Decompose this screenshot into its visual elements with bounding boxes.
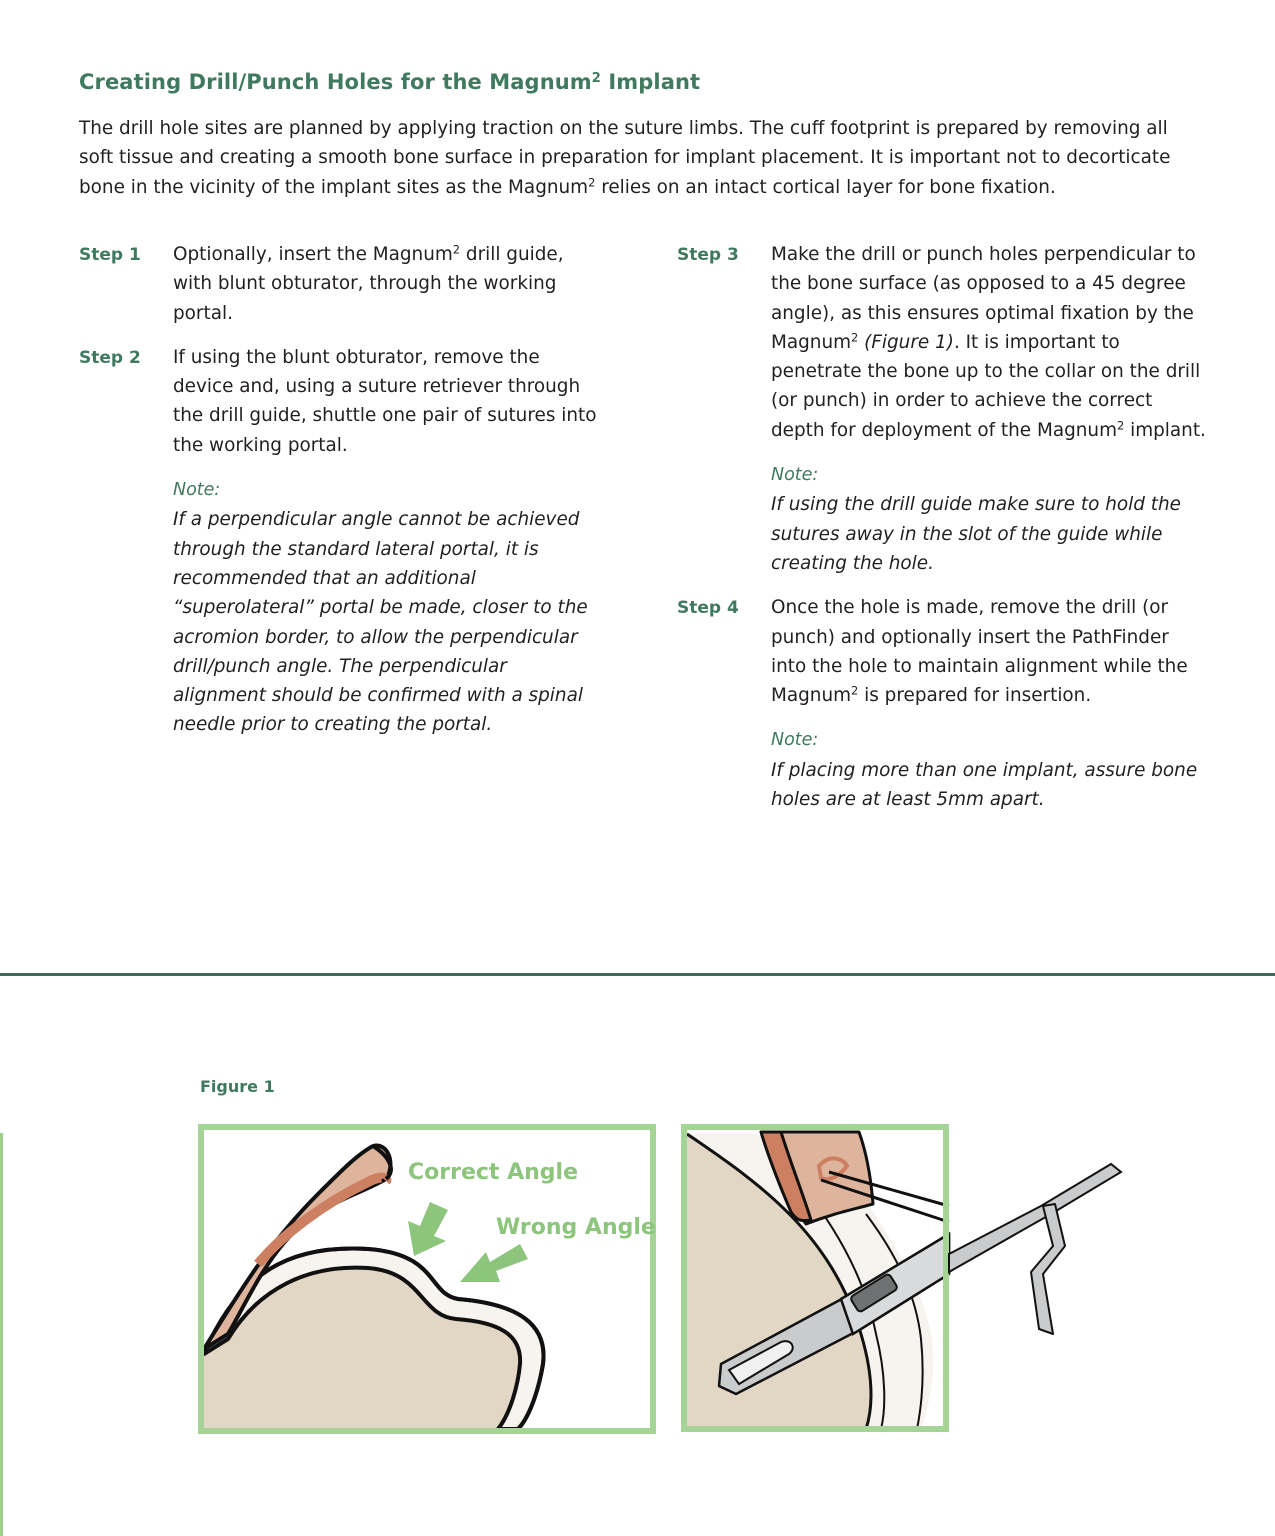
- figure-label: Figure 1: [200, 1077, 275, 1096]
- figure-panel-angles: [198, 1124, 656, 1434]
- section-divider: [0, 973, 1275, 976]
- figure-reference: (Figure 1): [858, 331, 954, 353]
- intro-paragraph: The drill hole sites are planned by applying traction on the suture limbs. The cuff footprint is prepared by removing all soft tissue and creating a smooth bone surface in preparation for implant placement. It is important not to decorticate bone in the vicinity of the implant sites as the Magnum$^2$ relies on an intact cortical layer for bone fixation.: [79, 118, 1171, 198]
- step-1-text: Optionally, insert the Magnum$^2$ drill guide, with blunt obturator, through the working portal.: [173, 242, 564, 324]
- step-4-text: Once the hole is made, remove the drill (or punch) and optionally insert the PathFinder into the hole to maintain alignment while the Magnum$^2$ is prepared for insertion.: [771, 597, 1188, 707]
- step-3-text: Make the drill or punch holes perpendicular to the bone surface (as opposed to a 45 degree angle), as this ensures optimal fixation by the Magnum$^2$ (Figure 1). It is important to penetrate the bone up to the collar on the drill (or punch) in order to achieve the correct depth for deployment of the Magnum$^2$ implant.: [771, 244, 1206, 441]
- steps-left-column: [79, 240, 619, 740]
- page-edge-accent: [0, 1133, 3, 1536]
- correct-angle-label: Correct Angle: [408, 1160, 578, 1185]
- figure-panel-drill-guide: [681, 1124, 1141, 1434]
- superscript: 2: [452, 242, 461, 257]
- superscript: 2: [1117, 418, 1125, 433]
- step-4: [677, 593, 1217, 814]
- step-2-note-text: If a perpendicular angle cannot be achieved through the standard lateral portal, it is recommended that an additional “superolateral” portal be made, closer to the acromion border, to allow the perpendicular drill/punch angle. The perpendicular alignment should be confirmed with a spinal needle prior to creating the portal.: [173, 509, 588, 736]
- step-2-text: If using the blunt obturator, remove the device and, using a suture retriever through the drill guide, shuttle one pair of sutures into the working portal.: [173, 346, 597, 456]
- step-1-label: Step 1: [79, 245, 141, 265]
- step-4-note-text: If placing more than one implant, assure bone holes are at least 5mm apart.: [771, 759, 1198, 811]
- step-4-label: Step 4: [677, 598, 739, 619]
- superscript: 2: [851, 683, 859, 698]
- step-2-note-label: Note:: [173, 480, 221, 501]
- superscript: 2: [588, 175, 596, 190]
- wrong-angle-label: Wrong Angle: [496, 1215, 656, 1240]
- step-3-note-text: If using the drill guide make sure to hold the sutures away in the slot of the guide while creating the hole.: [771, 494, 1181, 574]
- superscript: 2: [851, 330, 859, 345]
- step-2-label: Step 2: [79, 347, 141, 368]
- page-title: Creating Drill/Punch Holes for the Magnum$^2$ Implant: [79, 70, 701, 94]
- step-3: [677, 240, 1217, 578]
- superscript: 2: [591, 70, 601, 86]
- drill-guide-illustration: [681, 1124, 1141, 1434]
- step-3-label: Step 3: [677, 245, 739, 265]
- steps-right-column: [677, 240, 1217, 814]
- step-2: [79, 343, 619, 740]
- step-3-note-label: Note:: [771, 465, 819, 486]
- step-4-note-label: Note:: [771, 730, 819, 751]
- step-1: [79, 240, 619, 328]
